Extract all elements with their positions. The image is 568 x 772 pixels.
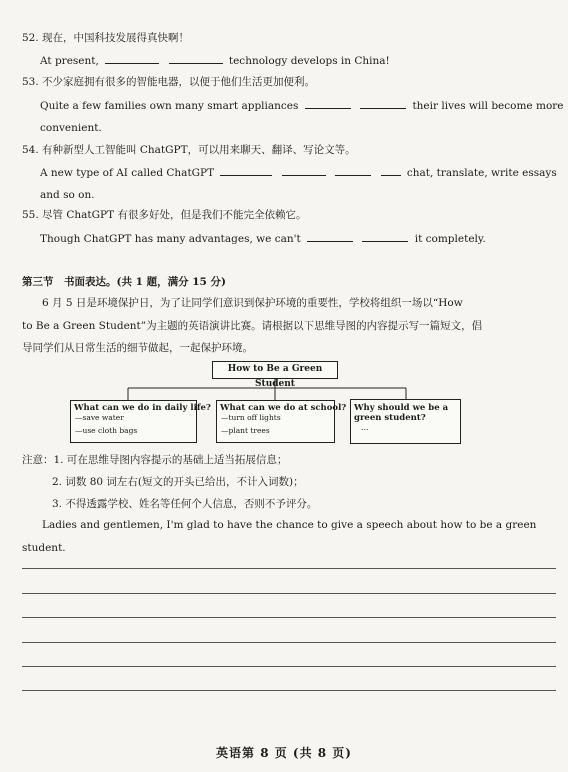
note-1: 注意：1. 可在思维导图内容提示的基础上适当拓展信息；: [22, 454, 288, 466]
q55-text-before: Though ChatGPT has many advantages, we can't: [40, 233, 301, 245]
q54-blank-4[interactable]: [381, 165, 401, 176]
q55-text-after: it completely.: [414, 233, 486, 245]
q54-continuation: and so on.: [40, 189, 95, 201]
branch-title: What can we do in daily life?: [74, 403, 211, 413]
writing-line[interactable]: [22, 690, 556, 691]
writing-line[interactable]: [22, 617, 556, 618]
q55-chinese: 55. 尽管 ChatGPT 有很多好处，但是我们不能完全依赖它。: [22, 209, 307, 221]
q54-blank-2[interactable]: [282, 165, 326, 176]
q54-english: [40, 165, 557, 180]
section3-title: 第三节 书面表达。(共 1 题，满分 15 分): [22, 276, 226, 288]
q54-text-before: A new type of AI called ChatGPT: [40, 167, 215, 179]
q53-blank-2[interactable]: [360, 98, 406, 109]
writing-line[interactable]: [22, 642, 556, 643]
q55-english: [40, 231, 486, 246]
q52-text-before: At present,: [40, 55, 99, 67]
q52-text-after: technology develops in China!: [228, 55, 390, 67]
q55-blank-2[interactable]: [362, 231, 408, 242]
q53-english: [40, 98, 564, 113]
branch-title: What can we do at school?: [220, 403, 347, 413]
branch-item: —turn off lights: [221, 413, 281, 422]
mindmap-root: How to Be a Green Student: [212, 361, 338, 379]
branch-item: —use cloth bags: [75, 426, 138, 435]
writing-line[interactable]: [22, 593, 556, 594]
q53-text-before: Quite a few families own many smart appliances: [40, 100, 299, 112]
writing-line[interactable]: [22, 568, 556, 569]
q52-english: [40, 53, 390, 68]
essay-opening-line2: student.: [22, 542, 66, 554]
mindmap-branch-school: [216, 400, 347, 443]
branch-title-cont: green student?: [354, 413, 426, 423]
q53-blank-1[interactable]: [305, 98, 351, 109]
section3-intro-3: 导同学们从日常生活的细节做起，一起保护环境。: [22, 342, 253, 354]
note-3: 3. 不得透露学校、姓名等任何个人信息，否则不予评分。: [52, 498, 318, 510]
note-2: 2. 词数 80 词左右(短文的开头已给出，不计入词数)；: [52, 476, 304, 488]
branch-item: …: [361, 423, 369, 432]
q55-blank-1[interactable]: [307, 231, 353, 242]
q53-chinese: 53. 不少家庭拥有很多的智能电器，以便于他们生活更加便利。: [22, 76, 316, 88]
q54-blank-3[interactable]: [335, 165, 371, 176]
branch-item: —save water: [75, 413, 124, 422]
branch-item: —plant trees: [221, 426, 270, 435]
mindmap-branch-daily-life: [70, 400, 211, 443]
q52-blank-1[interactable]: [105, 53, 159, 64]
q52-blank-2[interactable]: [169, 53, 223, 64]
writing-line[interactable]: [22, 666, 556, 667]
page-footer: 英语第 8 页 (共 8 页): [216, 746, 352, 760]
essay-opening-line1: Ladies and gentlemen, I'm glad to have the chance to give a speech about how to be a green: [42, 519, 537, 531]
section3-intro-1: 6 月 5 日是环境保护日，为了让同学们意识到保护环境的重要性，学校将组织一场以“How: [42, 297, 463, 309]
q54-blank-1[interactable]: [220, 165, 272, 176]
q54-text-after: chat, translate, write essays: [406, 167, 557, 179]
branch-title: Why should we be a: [354, 403, 449, 413]
mindmap-branch-why: [350, 399, 461, 444]
q54-chinese: 54. 有种新型人工智能叫 ChatGPT，可以用来聊天、翻译、写论文等。: [22, 144, 356, 156]
q52-chinese: 52. 现在，中国科技发展得真快啊！: [22, 32, 190, 44]
q53-text-after: their lives will become more: [412, 100, 564, 112]
q53-continuation: convenient.: [40, 122, 102, 134]
section3-intro-2: to Be a Green Student”为主题的英语演讲比赛。请根据以下思维导图的内容提示写一篇短文，倡: [22, 320, 483, 332]
